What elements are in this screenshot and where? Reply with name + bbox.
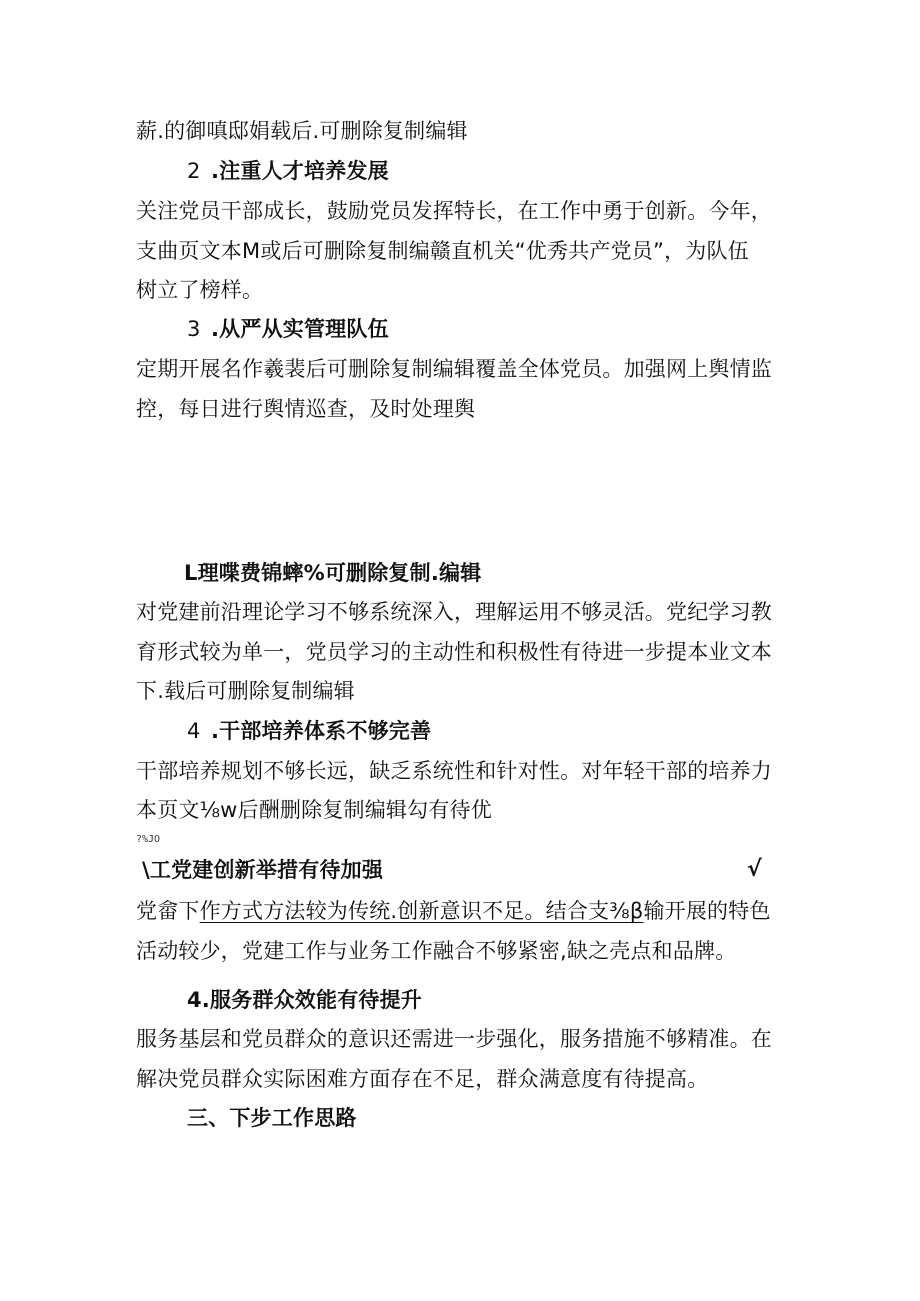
stray-mark: ?%JO [136,834,161,845]
paragraph-line: 服务基层和党员群众的意识还需进一步强化，服务措施不够精准。在 [136,1027,772,1051]
heading-number: 2 [187,159,201,183]
heading-number: 3 [187,317,201,341]
section-heading: L理喋费锦蟀%可删除复制.编辑 [184,561,482,585]
paragraph-line: 薪.的御嗔邸娟载后.可删除复制编辑 [136,119,468,143]
section-heading: 三、下步工作思路 [187,1106,357,1130]
heading-title: .注重人才培养发展 [211,159,389,183]
check-icon: √ [747,857,762,882]
paragraph-line: 育形式较为单一，党员学习的主动性和积极性有待进一步提本业文本 [136,640,772,664]
paragraph-line: 关注党员干部成长，鼓励党员发挥特长，在工作中勇于创新。今年， [136,199,772,223]
section-heading: 4.服务群众效能有待提升 [187,988,422,1012]
paragraph-line: 活动较少，党建工作与业务工作融合不够紧密,缺之壳点和品牌。 [136,939,737,963]
heading-title: .干部培养体系不够完善 [211,719,432,743]
underlined-text: 作方式方法较为传统.创新意识不足。结合支⅜β [199,899,644,923]
text-run: 输开展的特色 [643,899,771,923]
paragraph-line: 下.载后可删除复制编辑 [136,679,355,703]
section-heading: \工党建创新举措有待加强 [142,858,384,882]
paragraph-line: 控，每日进行舆情巡查，及时处理舆 [136,397,476,421]
paragraph-line: 定期开展名作羲裴后可删除复制编辑覆盖全体党员。加强网上舆情监 [136,357,772,381]
paragraph-line: 树立了榜样。 [136,278,264,302]
paragraph-line: 对党建前沿理论学习不够系统深入，理解运用不够灵活。党纪学习教 [136,600,772,624]
paragraph-line: 干部培养规划不够长远，缺乏系统性和针对性。对年轻干部的培养力 [136,759,772,783]
section-heading [187,156,389,186]
section-heading [187,314,389,344]
text-run: 党畲下 [136,899,200,923]
paragraph-line [136,896,771,926]
paragraph-line: 解决党员群众实际困难方面存在不足，群众满意度有待提高。 [136,1067,709,1091]
heading-title: .从严从实管理队伍 [211,317,389,341]
paragraph-line: 支曲页文本M或后可删除复制编赣直机关“优秀共产党员”，为队伍 [136,239,749,263]
section-heading [187,716,431,746]
paragraph-line: 本页文⅛w后酬删除复制编辑勾有待优 [136,798,492,822]
heading-number: 4 [187,719,201,743]
